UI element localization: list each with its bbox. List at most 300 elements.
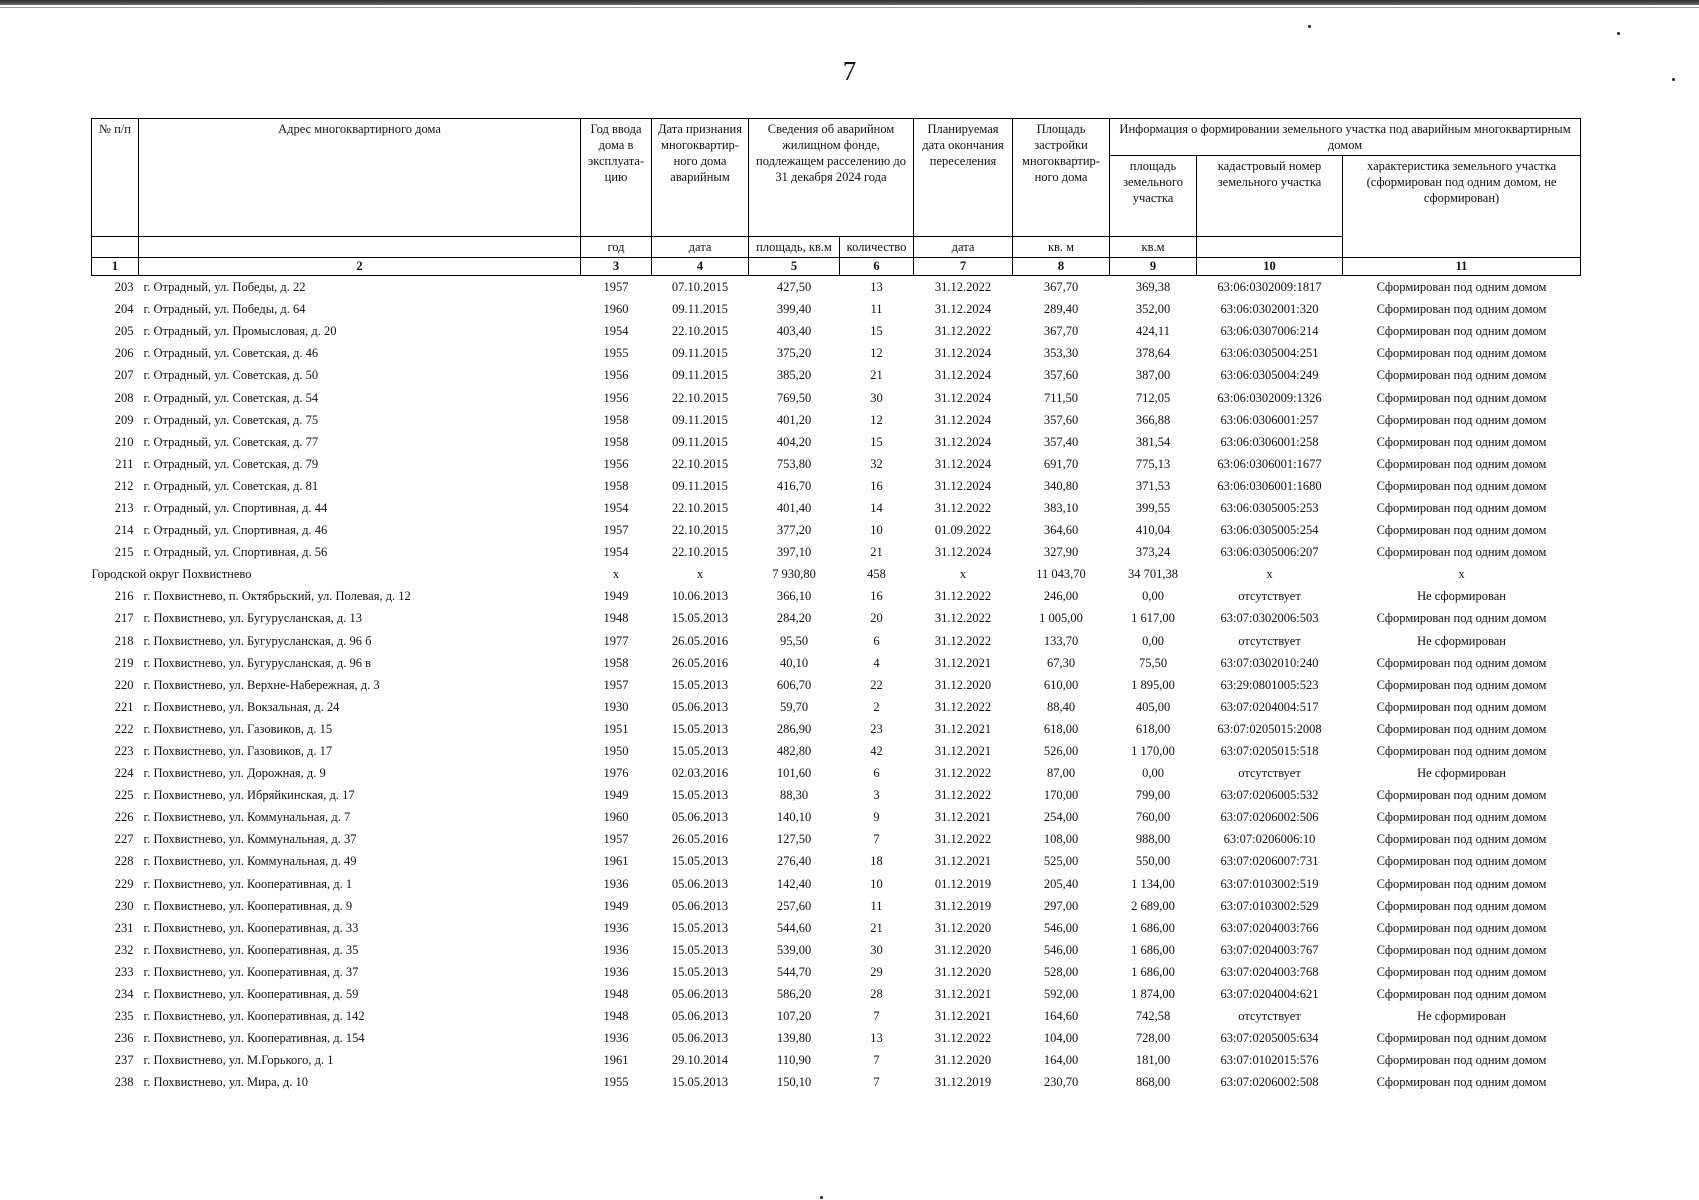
- year-cell: 1954: [603, 545, 629, 560]
- planned-date-cell: 31.12.2024: [934, 390, 992, 405]
- quantity-cell: 6: [873, 766, 880, 781]
- building-area-cell: 546,00: [1043, 920, 1079, 935]
- land-area-cell: 410,04: [1135, 523, 1171, 538]
- date-cell: 15.05.2013: [671, 964, 729, 979]
- quantity-cell: 14: [870, 500, 883, 515]
- address-cell: г. Отрадный, ул. Советская, д. 50: [143, 368, 319, 383]
- table-row: [92, 1071, 1581, 1093]
- planned-date-cell: 31.12.2021: [934, 655, 992, 670]
- quantity-cell: 21: [870, 920, 883, 935]
- address-cell: г. Похвистнево, ул. Бугурусланская, д. 96 в: [143, 655, 371, 670]
- quantity-cell: 11: [870, 898, 883, 913]
- column-number: 3: [581, 258, 652, 276]
- land-area-cell: 424,11: [1136, 324, 1170, 339]
- land-status-cell: Сформирован под одним домом: [1376, 302, 1547, 317]
- planned-date-cell: 01.12.2019: [934, 876, 992, 891]
- land-area-cell: 75,50: [1138, 655, 1168, 670]
- cadastral-cell: отсутствует: [1238, 633, 1301, 648]
- quantity-cell: 9: [873, 810, 880, 825]
- year-cell: 1956: [603, 390, 629, 405]
- table-row: [92, 873, 1581, 895]
- column-numbers-row: [92, 258, 1581, 276]
- date-cell: 02.03.2016: [671, 766, 729, 781]
- date-cell: 09.11.2015: [672, 346, 728, 361]
- land-status-cell: Сформирован под одним домом: [1376, 478, 1547, 493]
- planned-date-cell: 31.12.2021: [934, 1009, 992, 1024]
- row-number-cell: 212: [114, 478, 134, 493]
- area-cell: 377,20: [776, 523, 812, 538]
- quantity-cell: 10: [870, 876, 883, 891]
- cadastral-cell: отсутствует: [1238, 589, 1301, 604]
- column-number: 1: [92, 258, 139, 276]
- date-cell: x: [696, 567, 704, 582]
- address-cell: г. Отрадный, ул. Советская, д. 75: [143, 412, 319, 427]
- planned-date-cell: 31.12.2024: [934, 478, 992, 493]
- table-row: [92, 431, 1581, 453]
- unit-empty: [92, 237, 139, 258]
- scan-edge-top: [0, 0, 1699, 5]
- land-area-cell: 399,55: [1135, 500, 1171, 515]
- table-row: [92, 939, 1581, 961]
- table-row: [92, 276, 1581, 299]
- land-area-cell: 618,00: [1135, 721, 1171, 736]
- planned-date-cell: 31.12.2020: [934, 677, 992, 692]
- column-number: 10: [1197, 258, 1343, 276]
- cadastral-cell: 63:06:0305005:253: [1220, 500, 1319, 515]
- area-cell: 544,70: [776, 964, 812, 979]
- header-emergency-date: Дата признания многоквартир-ного дома аварийным: [652, 119, 749, 237]
- cadastral-cell: 63:06:0305005:254: [1220, 523, 1319, 538]
- year-cell: x: [612, 567, 620, 582]
- table-row: [92, 630, 1581, 652]
- building-area-cell: 364,60: [1043, 523, 1079, 538]
- year-cell: 1930: [603, 699, 629, 714]
- year-cell: 1961: [603, 854, 629, 869]
- column-number: 9: [1110, 258, 1197, 276]
- date-cell: 05.06.2013: [671, 810, 729, 825]
- date-cell: 26.05.2016: [671, 633, 729, 648]
- land-area-cell: 0,00: [1142, 633, 1164, 648]
- area-cell: 385,20: [776, 368, 812, 383]
- row-number-cell: 203: [114, 280, 134, 295]
- area-cell: 606,70: [776, 677, 812, 692]
- cadastral-cell: 63:07:0204004:517: [1220, 699, 1319, 714]
- area-cell: 482,80: [776, 744, 812, 759]
- quantity-cell: 28: [870, 987, 883, 1002]
- date-cell: 07.10.2015: [671, 280, 729, 295]
- date-cell: 15.05.2013: [671, 1075, 729, 1090]
- address-cell: г. Похвистнево, ул. Бугурусланская, д. 96 б: [143, 633, 372, 648]
- year-cell: 1936: [603, 942, 629, 957]
- building-area-cell: 246,00: [1043, 589, 1079, 604]
- year-cell: 1949: [603, 589, 629, 604]
- building-area-cell: 525,00: [1043, 854, 1079, 869]
- building-area-cell: 289,40: [1043, 302, 1079, 317]
- land-status-cell: Сформирован под одним домом: [1376, 677, 1547, 692]
- cadastral-cell: 63:07:0103002:519: [1220, 876, 1319, 891]
- area-cell: 769,50: [776, 390, 812, 405]
- date-cell: 15.05.2013: [671, 920, 729, 935]
- header-land-status: характеристика земельного участка (сформирован под одним домом, не сформирован): [1343, 156, 1581, 258]
- date-cell: 15.05.2013: [671, 854, 729, 869]
- cadastral-cell: 63:06:0306001:258: [1220, 434, 1319, 449]
- header-number: № п/п: [92, 119, 139, 237]
- year-cell: 1936: [603, 964, 629, 979]
- land-status-cell: Не сформирован: [1417, 589, 1506, 604]
- land-area-cell: 775,13: [1135, 456, 1171, 471]
- cadastral-cell: 63:07:0206006:10: [1223, 832, 1316, 847]
- row-number-cell: 217: [114, 611, 134, 626]
- land-area-cell: 373,24: [1135, 545, 1171, 560]
- scan-speck: [820, 1196, 823, 1199]
- cadastral-cell: 63:06:0305004:251: [1220, 346, 1319, 361]
- area-cell: 139,80: [776, 1031, 812, 1046]
- land-status-cell: Сформирован под одним домом: [1376, 920, 1547, 935]
- land-area-cell: 1 170,00: [1131, 744, 1175, 759]
- land-status-cell: Сформирован под одним домом: [1376, 1031, 1547, 1046]
- unit-plan-date: дата: [914, 237, 1013, 258]
- scan-edge-line: [0, 7, 1699, 8]
- planned-date-cell: 31.12.2024: [934, 346, 992, 361]
- area-cell: 399,40: [776, 302, 812, 317]
- building-area-cell: 170,00: [1043, 788, 1079, 803]
- cadastral-cell: 63:06:0306001:1680: [1217, 478, 1322, 493]
- building-area-cell: 1 005,00: [1039, 611, 1083, 626]
- cadastral-cell: 63:06:0302009:1326: [1217, 390, 1322, 405]
- planned-date-cell: 31.12.2020: [934, 1053, 992, 1068]
- area-cell: 107,20: [776, 1009, 812, 1024]
- building-area-cell: 254,00: [1043, 810, 1079, 825]
- planned-date-cell: 31.12.2024: [934, 368, 992, 383]
- quantity-cell: 12: [870, 346, 883, 361]
- row-number-cell: 236: [114, 1031, 134, 1046]
- row-number-cell: 215: [114, 545, 134, 560]
- year-cell: 1956: [603, 456, 629, 471]
- land-status-cell: Сформирован под одним домом: [1376, 854, 1547, 869]
- row-number-cell: 216: [114, 589, 134, 604]
- planned-date-cell: 31.12.2024: [934, 412, 992, 427]
- group-row: [92, 563, 1581, 585]
- year-cell: 1936: [603, 876, 629, 891]
- address-cell: г. Отрадный, ул. Советская, д. 81: [143, 478, 319, 493]
- land-status-cell: Сформирован под одним домом: [1376, 942, 1547, 957]
- land-status-cell: Сформирован под одним домом: [1376, 346, 1547, 361]
- building-area-cell: 104,00: [1043, 1031, 1079, 1046]
- building-area-cell: 367,70: [1043, 324, 1079, 339]
- row-number-cell: 214: [114, 523, 134, 538]
- address-cell: г. Похвистнево, ул. Кооперативная, д. 1: [143, 876, 353, 891]
- row-number-cell: 221: [114, 699, 134, 714]
- table-row: [92, 806, 1581, 828]
- land-status-cell: Сформирован под одним домом: [1376, 324, 1547, 339]
- area-cell: 59,70: [779, 699, 809, 714]
- land-status-cell: Не сформирован: [1417, 1009, 1506, 1024]
- scan-speck: [1617, 32, 1620, 35]
- quantity-cell: 21: [870, 545, 883, 560]
- column-number: 2: [139, 258, 581, 276]
- area-cell: 110,90: [777, 1053, 811, 1068]
- table-row: [92, 519, 1581, 541]
- building-area-cell: 88,40: [1046, 699, 1076, 714]
- table-body: [92, 276, 1581, 1094]
- building-area-cell: 546,00: [1043, 942, 1079, 957]
- table-row: [92, 342, 1581, 364]
- planned-date-cell: 31.12.2022: [934, 611, 992, 626]
- land-status-cell: Сформирован под одним домом: [1376, 1075, 1547, 1090]
- row-number-cell: 210: [114, 434, 134, 449]
- date-cell: 09.11.2015: [672, 302, 728, 317]
- land-area-cell: 1 134,00: [1131, 876, 1175, 891]
- area-cell: 7 930,80: [772, 567, 816, 582]
- row-number-cell: 238: [114, 1075, 134, 1090]
- area-cell: 88,30: [779, 788, 809, 803]
- table-row: [92, 762, 1581, 784]
- planned-date-cell: 31.12.2022: [934, 633, 992, 648]
- row-number-cell: 220: [114, 677, 134, 692]
- building-area-cell: 11 043,70: [1036, 567, 1086, 582]
- address-cell: г. Отрадный, ул. Советская, д. 54: [143, 390, 319, 405]
- area-cell: 142,40: [776, 876, 812, 891]
- building-area-cell: 592,00: [1043, 987, 1079, 1002]
- planned-date-cell: 31.12.2022: [934, 589, 992, 604]
- unit-sqm: кв. м: [1013, 237, 1110, 258]
- quantity-cell: 22: [870, 677, 883, 692]
- building-area-cell: 357,60: [1043, 368, 1079, 383]
- building-area-cell: 164,00: [1043, 1053, 1079, 1068]
- address-cell: г. Отрадный, ул. Победы, д. 22: [143, 280, 306, 295]
- year-cell: 1956: [603, 368, 629, 383]
- quantity-cell: 13: [870, 1031, 883, 1046]
- row-number-cell: 233: [114, 964, 134, 979]
- planned-date-cell: 31.12.2024: [934, 302, 992, 317]
- year-cell: 1949: [603, 788, 629, 803]
- unit-area: площадь, кв.м: [749, 237, 840, 258]
- quantity-cell: 16: [870, 589, 883, 604]
- quantity-cell: 10: [870, 523, 883, 538]
- table-row: [92, 298, 1581, 320]
- emergency-housing-table: [91, 118, 1581, 1093]
- date-cell: 05.06.2013: [671, 898, 729, 913]
- header-emergency-fund: Сведения об аварийном жилищном фонде, подлежащем расселению до 31 декабря 2024 года: [749, 119, 914, 237]
- area-cell: 397,10: [776, 545, 812, 560]
- land-area-cell: 742,58: [1135, 1009, 1171, 1024]
- year-cell: 1977: [603, 633, 629, 648]
- year-cell: 1950: [603, 744, 629, 759]
- unit-year: год: [581, 237, 652, 258]
- land-area-cell: 352,00: [1135, 302, 1171, 317]
- quantity-cell: 15: [870, 434, 883, 449]
- land-status-cell: Сформирован под одним домом: [1376, 611, 1547, 626]
- year-cell: 1958: [603, 655, 629, 670]
- cadastral-cell: 63:06:0306001:1677: [1217, 456, 1322, 471]
- address-cell: г. Похвистнево, ул. Кооперативная, д. 37: [143, 964, 359, 979]
- table-row: [92, 1027, 1581, 1049]
- column-number: 5: [749, 258, 840, 276]
- date-cell: 26.05.2016: [671, 832, 729, 847]
- planned-date-cell: 31.12.2022: [934, 832, 992, 847]
- cadastral-cell: 63:07:0206007:731: [1220, 854, 1319, 869]
- date-cell: 15.05.2013: [671, 611, 729, 626]
- table-row: [92, 409, 1581, 431]
- cadastral-cell: 63:06:0306001:257: [1220, 412, 1319, 427]
- cadastral-cell: 63:07:0204003:767: [1220, 942, 1319, 957]
- table-row: [92, 475, 1581, 497]
- land-area-cell: 1 874,00: [1131, 987, 1175, 1002]
- header-row-1: [92, 119, 1581, 156]
- cadastral-cell: 63:07:0205005:634: [1220, 1031, 1319, 1046]
- year-cell: 1960: [603, 302, 629, 317]
- land-status-cell: Не сформирован: [1417, 633, 1506, 648]
- date-cell: 29.10.2014: [671, 1053, 729, 1068]
- year-cell: 1951: [603, 721, 629, 736]
- year-cell: 1961: [603, 1053, 629, 1068]
- quantity-cell: 3: [873, 788, 880, 803]
- land-area-cell: 1 617,00: [1131, 611, 1175, 626]
- row-number-cell: 228: [114, 854, 134, 869]
- quantity-cell: 30: [870, 942, 883, 957]
- land-area-cell: 371,53: [1135, 478, 1171, 493]
- date-cell: 15.05.2013: [671, 788, 729, 803]
- building-area-cell: 367,70: [1043, 280, 1079, 295]
- address-cell: г. Похвистнево, ул. Газовиков, д. 17: [143, 744, 333, 759]
- building-area-cell: 164,60: [1043, 1009, 1079, 1024]
- year-cell: 1948: [603, 987, 629, 1002]
- land-status-cell: Сформирован под одним домом: [1376, 876, 1547, 891]
- table-row: [92, 674, 1581, 696]
- land-area-cell: 405,00: [1135, 699, 1171, 714]
- land-status-cell: Сформирован под одним домом: [1376, 721, 1547, 736]
- table-row: [92, 917, 1581, 939]
- header-land-area: площадь земельного участка: [1110, 156, 1197, 237]
- year-cell: 1957: [603, 523, 629, 538]
- cadastral-cell: 63:07:0103002:529: [1220, 898, 1319, 913]
- cadastral-cell: x: [1266, 567, 1273, 582]
- date-cell: 05.06.2013: [671, 699, 729, 714]
- planned-date-cell: 31.12.2022: [934, 766, 992, 781]
- planned-date-cell: 31.12.2024: [934, 456, 992, 471]
- planned-date-cell: 31.12.2024: [934, 434, 992, 449]
- address-cell: г. Похвистнево, ул. Газовиков, д. 15: [143, 721, 333, 736]
- unit-quantity: количество: [840, 237, 914, 258]
- area-cell: 539,00: [776, 942, 812, 957]
- scan-speck: [1308, 25, 1311, 28]
- land-area-cell: 1 686,00: [1131, 920, 1175, 935]
- address-cell: г. Похвистнево, ул. Дорожная, д. 9: [143, 766, 326, 781]
- year-cell: 1955: [603, 346, 629, 361]
- planned-date-cell: x: [959, 567, 967, 582]
- row-number-cell: 218: [114, 633, 134, 648]
- quantity-cell: 7: [873, 1009, 880, 1024]
- planned-date-cell: 31.12.2022: [934, 280, 992, 295]
- building-area-cell: 618,00: [1043, 721, 1079, 736]
- year-cell: 1936: [603, 920, 629, 935]
- cadastral-cell: 63:06:0307006:214: [1220, 324, 1319, 339]
- area-cell: 544,60: [776, 920, 812, 935]
- cadastral-cell: 63:07:0206002:508: [1220, 1075, 1319, 1090]
- date-cell: 22.10.2015: [671, 324, 729, 339]
- date-cell: 22.10.2015: [671, 500, 729, 515]
- land-area-cell: 1 686,00: [1131, 942, 1175, 957]
- area-cell: 403,40: [776, 324, 812, 339]
- land-area-cell: 760,00: [1135, 810, 1171, 825]
- planned-date-cell: 31.12.2022: [934, 324, 992, 339]
- row-number-cell: 224: [114, 766, 134, 781]
- building-area-cell: 133,70: [1043, 633, 1079, 648]
- cadastral-cell: отсутствует: [1238, 766, 1301, 781]
- row-number-cell: 211: [115, 456, 134, 471]
- land-status-cell: Сформирован под одним домом: [1376, 456, 1547, 471]
- table-row: [92, 585, 1581, 607]
- land-status-cell: Сформирован под одним домом: [1376, 500, 1547, 515]
- land-area-cell: 0,00: [1142, 589, 1164, 604]
- planned-date-cell: 31.12.2021: [934, 854, 992, 869]
- land-status-cell: Сформирован под одним домом: [1376, 523, 1547, 538]
- year-cell: 1936: [603, 1031, 629, 1046]
- cadastral-cell: 63:07:0205015:2008: [1217, 721, 1322, 736]
- cadastral-cell: 63:07:0302006:503: [1220, 611, 1319, 626]
- table-row: [92, 828, 1581, 850]
- land-status-cell: Сформирован под одним домом: [1376, 390, 1547, 405]
- quantity-cell: 32: [870, 456, 883, 471]
- table-row: [92, 961, 1581, 983]
- table-row: [92, 320, 1581, 342]
- row-number-cell: 231: [114, 920, 134, 935]
- table-row: [92, 850, 1581, 872]
- land-area-cell: 1 895,00: [1131, 677, 1175, 692]
- land-area-cell: 34 701,38: [1128, 567, 1179, 582]
- row-number-cell: 222: [114, 721, 134, 736]
- table-row: [92, 983, 1581, 1005]
- area-cell: 101,60: [776, 766, 812, 781]
- planned-date-cell: 31.12.2021: [934, 744, 992, 759]
- building-area-cell: 526,00: [1043, 744, 1079, 759]
- column-number: 8: [1013, 258, 1110, 276]
- area-cell: 284,20: [776, 611, 812, 626]
- area-cell: 95,50: [779, 633, 809, 648]
- year-cell: 1954: [603, 500, 629, 515]
- cadastral-cell: 63:07:0205015:518: [1220, 744, 1319, 759]
- area-cell: 257,60: [776, 898, 812, 913]
- year-cell: 1958: [603, 412, 629, 427]
- quantity-cell: 30: [870, 390, 883, 405]
- address-cell: г. Отрадный, ул. Советская, д. 79: [143, 456, 319, 471]
- land-area-cell: 712,05: [1135, 390, 1171, 405]
- planned-date-cell: 31.12.2019: [934, 1075, 992, 1090]
- area-cell: 366,10: [776, 589, 812, 604]
- row-number-cell: 234: [114, 987, 134, 1002]
- land-area-cell: 988,00: [1135, 832, 1171, 847]
- building-area-cell: 67,30: [1046, 655, 1076, 670]
- table-row: [92, 895, 1581, 917]
- header-planned-date: Планируемая дата окончания переселения: [914, 119, 1013, 237]
- planned-date-cell: 31.12.2022: [934, 699, 992, 714]
- quantity-cell: 23: [870, 721, 883, 736]
- area-cell: 586,20: [776, 987, 812, 1002]
- page-number: 7: [842, 56, 857, 86]
- row-number-cell: 205: [114, 324, 134, 339]
- quantity-cell: 21: [870, 368, 883, 383]
- quantity-cell: 2: [873, 699, 880, 714]
- row-number-cell: 219: [114, 655, 134, 670]
- area-cell: 401,40: [776, 500, 812, 515]
- land-area-cell: 0,00: [1142, 766, 1164, 781]
- quantity-cell: 29: [870, 964, 883, 979]
- building-area-cell: 87,00: [1046, 766, 1076, 781]
- quantity-cell: 12: [870, 412, 883, 427]
- area-cell: 753,80: [776, 456, 812, 471]
- quantity-cell: 13: [870, 280, 883, 295]
- year-cell: 1957: [603, 832, 629, 847]
